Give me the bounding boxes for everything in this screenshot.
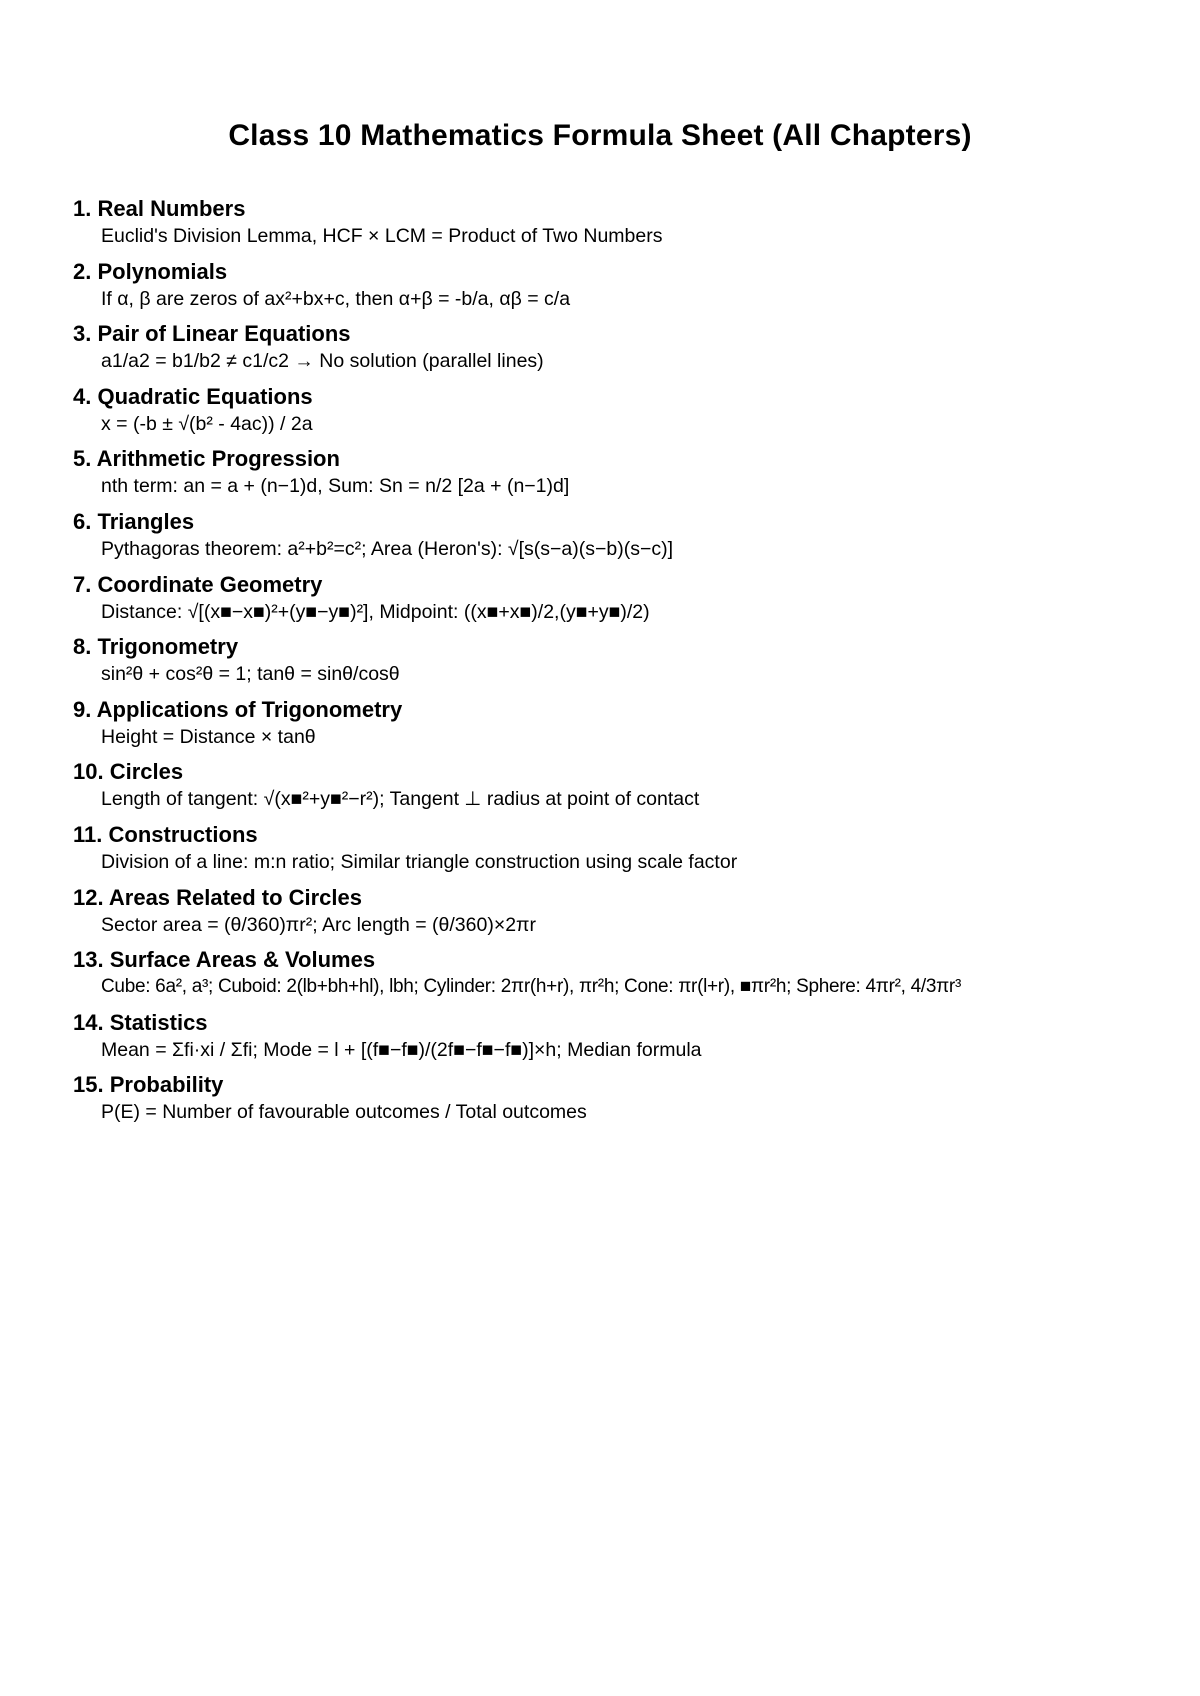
section-title: Trigonometry: [97, 634, 239, 660]
section-formula: Sector area = (θ/360)πr²; Arc length = (θ/360)×2πr: [101, 913, 536, 936]
section-probability: [73, 1072, 1183, 1135]
section-heading: [73, 885, 1183, 911]
section-trigonometry: [73, 634, 1183, 697]
section-title: Polynomials: [97, 258, 228, 284]
section-heading: [73, 572, 1183, 598]
section-formula: Cube: 6a², a³; Cuboid: 2(lb+bh+hl), lbh; Cylinder: 2πr(h+r), πr²h; Cone: πr(l+r), ■πr²h; Sphere: 4πr², 4/3πr³: [101, 976, 961, 998]
page-title: Class 10 Mathematics Formula Sheet (All Chapters): [228, 119, 972, 152]
section-statistics: [73, 1010, 1183, 1073]
section-heading: [73, 947, 1183, 973]
section-formula: a1/a2 = b1/b2 ≠ c1/c2 → No solution (parallel lines): [101, 350, 544, 373]
section-heading: [73, 1072, 1183, 1098]
section-surface-areas-volumes: [73, 947, 1183, 1010]
section-title: Surface Areas & Volumes: [109, 947, 376, 973]
section-real-numbers: [73, 196, 1183, 259]
section-formula: sin²θ + cos²θ = 1; tanθ = sinθ/cosθ: [101, 663, 400, 686]
section-heading: [73, 697, 1183, 723]
section-number: 13.: [73, 947, 104, 973]
section-number: 5.: [73, 446, 92, 472]
section-number: 9.: [73, 696, 92, 722]
section-coordinate-geometry: [73, 572, 1183, 635]
section-number: 10.: [73, 759, 104, 785]
section-number: 11.: [73, 821, 103, 847]
section-title: Pair of Linear Equations: [97, 321, 351, 347]
section-formula: If α, β are zeros of ax²+bx+c, then α+β = -b/a, αβ = c/a: [101, 287, 571, 310]
section-triangles: [73, 509, 1183, 572]
section-number: 6.: [73, 508, 92, 534]
section-formula: Mean = Σfi·xi / Σfi; Mode = l + [(f■−f■)/(2f■−f■−f■)]×h; Median formula: [101, 1038, 702, 1061]
section-number: 4.: [73, 383, 92, 409]
section-formula: Division of a line: m:n ratio; Similar triangle construction using scale factor: [101, 850, 738, 873]
section-heading: [73, 822, 1183, 848]
section-title: Applications of Trigonometry: [96, 696, 403, 722]
section-number: 14.: [73, 1009, 104, 1035]
section-number: 15.: [73, 1072, 104, 1098]
section-formula: Euclid's Division Lemma, HCF × LCM = Product of Two Numbers: [101, 225, 663, 247]
section-constructions: [73, 822, 1183, 885]
section-title: Circles: [109, 759, 184, 785]
section-polynomials: [73, 259, 1183, 322]
section-title: Triangles: [97, 508, 195, 534]
section-formula: x = (-b ± √(b² - 4ac)) / 2a: [101, 412, 313, 435]
section-title: Areas Related to Circles: [108, 884, 362, 910]
section-title: Statistics: [109, 1009, 208, 1035]
section-heading: [73, 509, 1183, 535]
section-title: Real Numbers: [97, 196, 246, 221]
section-title: Quadratic Equations: [97, 383, 313, 409]
section-heading: [73, 759, 1183, 785]
section-applications-of-trigonometry: [73, 697, 1183, 760]
section-formula: Distance: √[(x■−x■)²+(y■−y■)²], Midpoint: ((x■+x■)/2,(y■+y■)/2): [101, 600, 650, 623]
section-circles: [73, 759, 1183, 822]
section-number: 3.: [73, 321, 92, 347]
section-number: 7.: [73, 571, 92, 597]
section-heading: [73, 446, 1183, 472]
section-heading: [73, 1010, 1183, 1036]
section-heading: [73, 384, 1183, 410]
section-heading: [73, 321, 1183, 347]
section-areas-related-to-circles: [73, 885, 1183, 948]
section-heading: [73, 196, 1183, 222]
section-title: Probability: [109, 1072, 224, 1098]
section-formula: nth term: an = a + (n−1)d, Sum: Sn = n/2 [2a + (n−1)d]: [101, 475, 570, 498]
section-number: 2.: [73, 258, 92, 284]
section-arithmetic-progression: [73, 446, 1183, 509]
section-title: Constructions: [108, 821, 258, 847]
section-list: [73, 196, 1183, 1135]
section-number: 1.: [73, 196, 92, 221]
section-number: 8.: [73, 634, 92, 660]
section-title: Arithmetic Progression: [96, 446, 340, 472]
section-heading: [73, 259, 1183, 285]
section-formula: P(E) = Number of favourable outcomes / Total outcomes: [101, 1101, 587, 1124]
section-formula: Length of tangent: √(x■²+y■²−r²); Tangent ⊥ radius at point of contact: [101, 788, 700, 811]
section-formula: Pythagoras theorem: a²+b²=c²; Area (Heron's): √[s(s−a)(s−b)(s−c)]: [101, 537, 674, 560]
section-title: Coordinate Geometry: [97, 571, 323, 597]
section-linear-equations: [73, 321, 1183, 384]
section-quadratic-equations: [73, 384, 1183, 447]
section-number: 12.: [73, 884, 104, 910]
section-formula: Height = Distance × tanθ: [101, 725, 316, 748]
section-heading: [73, 634, 1183, 660]
